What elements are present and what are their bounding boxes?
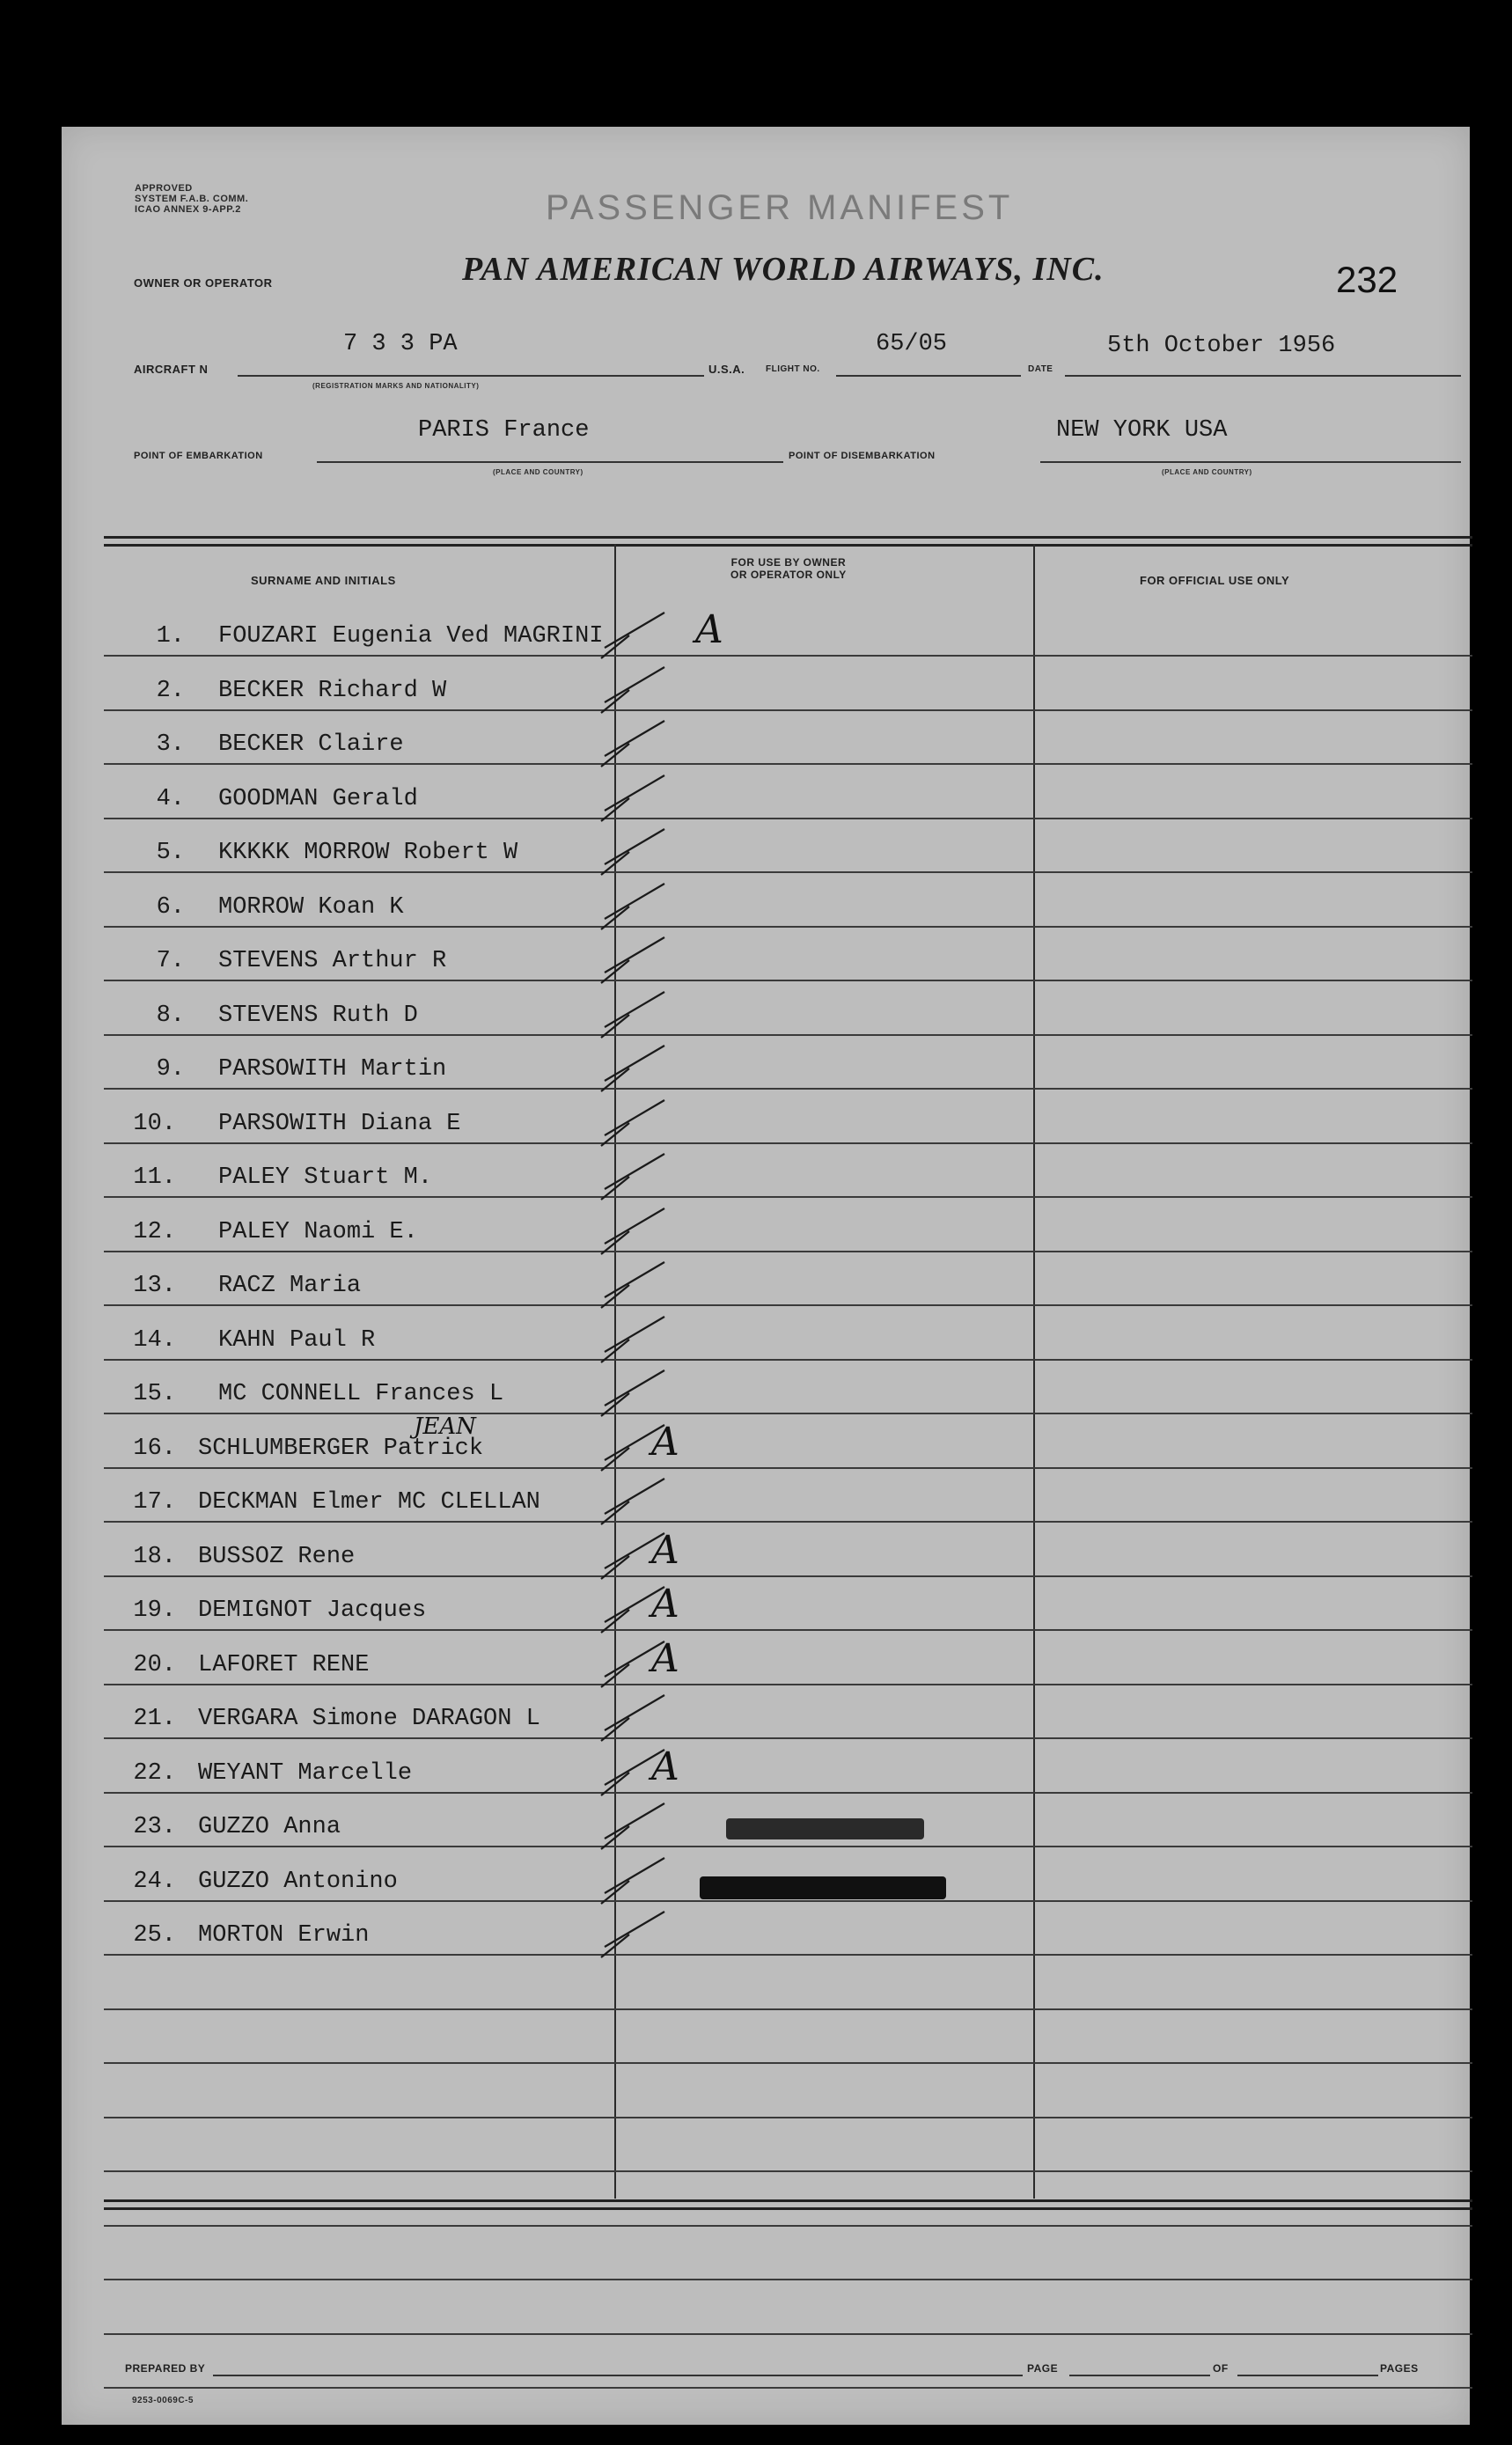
passenger-number: 18.	[133, 1543, 176, 1570]
handwritten-mark: A	[651, 1744, 679, 1789]
row-rule	[104, 1846, 1472, 1847]
prepared-by-label: PREPARED BY	[125, 2362, 206, 2375]
row-rule	[104, 2008, 1472, 2010]
col-header-owner-use-line1: FOR USE BY OWNER	[730, 556, 847, 569]
col-header-official: FOR OFFICIAL USE ONLY	[1140, 574, 1290, 587]
page-number: 232	[1336, 259, 1398, 300]
checkmark-icon	[594, 880, 691, 933]
column-divider-2	[1033, 544, 1035, 2199]
row-rule	[104, 2225, 1472, 2227]
row-rule	[104, 1413, 1472, 1414]
aircraft-value: 7 3 3 PA	[343, 331, 458, 357]
passenger-name: WEYANT Marcelle	[198, 1759, 413, 1787]
row-rule	[104, 926, 1472, 928]
disembark-underline	[1040, 461, 1461, 463]
embark-sublabel: (PLACE AND COUNTRY)	[493, 468, 584, 476]
passenger-name: MORROW Koan K	[218, 893, 404, 921]
passenger-name: GUZZO Anna	[198, 1814, 341, 1840]
of-underline	[1237, 2375, 1378, 2376]
checkmark-icon	[594, 772, 691, 825]
checkmark-icon	[594, 934, 691, 987]
checkmark-icon	[594, 988, 691, 1041]
passenger-number: 22.	[133, 1759, 176, 1787]
manifest-paper	[62, 127, 1470, 2425]
flight-underline	[836, 375, 1021, 377]
checkmark-icon	[594, 1367, 691, 1420]
form-title: PASSENGER MANIFEST	[546, 188, 1014, 227]
checkmark-icon	[594, 664, 691, 716]
checkmark-icon	[594, 1313, 691, 1366]
row-rule	[104, 871, 1472, 873]
checkmark-icon	[594, 1205, 691, 1258]
passenger-number: 9.	[156, 1056, 185, 1083]
row-rule	[104, 763, 1472, 765]
passenger-name: VERGARA Simone DARAGON L	[198, 1706, 540, 1732]
passenger-number: 15.	[133, 1381, 176, 1407]
page-underline	[1069, 2375, 1210, 2376]
checkmark-icon	[594, 1150, 691, 1203]
row-rule	[104, 1792, 1472, 1794]
row-rule	[104, 1954, 1472, 1956]
of-label: OF	[1213, 2362, 1229, 2375]
checkmark-icon	[594, 826, 691, 878]
passenger-name: PARSOWITH Martin	[218, 1056, 447, 1083]
row-rule	[104, 1467, 1472, 1469]
passenger-number: 17.	[133, 1489, 176, 1516]
row-rule	[104, 2279, 1472, 2280]
passenger-number: 8.	[156, 1002, 185, 1029]
row-rule	[104, 1575, 1472, 1577]
row-rule	[104, 2387, 1472, 2389]
checkmark-icon	[594, 1097, 691, 1149]
passenger-number: 25.	[133, 1922, 176, 1949]
passenger-number: 11.	[133, 1164, 176, 1191]
passenger-number: 20.	[133, 1651, 176, 1678]
disembark-sublabel: (PLACE AND COUNTRY)	[1162, 468, 1252, 476]
row-rule	[104, 1196, 1472, 1198]
passenger-number: 21.	[133, 1706, 176, 1732]
col-header-surname: SURNAME AND INITIALS	[251, 574, 396, 587]
flight-label: FLIGHT NO.	[766, 364, 820, 374]
handwritten-insert: JEAN	[414, 1413, 476, 1440]
handwritten-mark: A	[651, 1635, 679, 1681]
passenger-number: 3.	[156, 731, 185, 758]
approved-block	[135, 183, 248, 215]
row-rule	[104, 1629, 1472, 1631]
passenger-name: GUZZO Antonino	[198, 1868, 398, 1895]
passenger-number: 14.	[133, 1326, 176, 1354]
passenger-name: BECKER Richard W	[218, 677, 447, 704]
checkmark-icon	[594, 1042, 691, 1095]
passenger-number: 19.	[133, 1597, 176, 1624]
aircraft-sublabel: (REGISTRATION MARKS AND NATIONALITY)	[312, 382, 480, 390]
passenger-name: PALEY Stuart M.	[218, 1164, 433, 1191]
checkmark-icon	[594, 717, 691, 770]
row-rule	[104, 1737, 1472, 1739]
page-label: PAGE	[1027, 2362, 1059, 2375]
row-rule	[104, 1142, 1472, 1144]
checkmark-icon	[594, 1475, 691, 1528]
passenger-name: PARSOWITH Diana E	[218, 1110, 461, 1137]
flight-value: 65/05	[876, 331, 948, 357]
passenger-number: 4.	[156, 785, 185, 812]
passenger-name: KKKKK MORROW Robert W	[218, 840, 518, 866]
checkmark-icon	[594, 1800, 691, 1853]
handwritten-mark: A	[651, 1582, 679, 1626]
row-rule	[104, 709, 1472, 711]
passenger-name: KAHN Paul R	[218, 1326, 376, 1354]
passenger-name: STEVENS Arthur R	[218, 948, 447, 974]
handwritten-mark: A	[695, 607, 723, 652]
passenger-name: FOUZARI Eugenia Ved MAGRINI	[218, 623, 604, 650]
aircraft-underline	[238, 375, 704, 377]
approved-line: SYSTEM F.A.B. COMM.	[135, 194, 249, 204]
row-rule	[104, 1034, 1472, 1036]
row-rule	[104, 2333, 1472, 2335]
date-value: 5th October 1956	[1107, 333, 1336, 359]
passenger-number: 6.	[156, 893, 185, 921]
passenger-number: 2.	[156, 677, 185, 704]
passenger-name: BECKER Claire	[218, 731, 404, 758]
handwritten-mark: A	[651, 1419, 679, 1465]
owner-label: OWNER OR OPERATOR	[134, 276, 273, 290]
embark-value: PARIS France	[418, 417, 590, 444]
col-header-owner-use-line2: OR OPERATOR ONLY	[730, 569, 847, 581]
pages-label: PAGES	[1380, 2362, 1419, 2375]
embark-underline	[317, 461, 783, 463]
passenger-name: STEVENS Ruth D	[218, 1002, 418, 1029]
date-underline	[1065, 375, 1461, 377]
table-bottom-rule	[104, 2199, 1472, 2210]
disembark-label: POINT OF DISEMBARKATION	[789, 451, 936, 461]
approved-line: ICAO ANNEX 9-APP.2	[135, 204, 241, 215]
disembark-value: NEW YORK USA	[1056, 417, 1228, 444]
table-top-rule	[104, 536, 1472, 547]
passenger-number: 23.	[133, 1814, 176, 1840]
passenger-number: 7.	[156, 948, 185, 974]
row-rule	[104, 1088, 1472, 1090]
passenger-name: SCHLUMBERGER Patrick	[198, 1435, 484, 1462]
aircraft-label: AIRCRAFT N	[134, 363, 209, 376]
row-rule	[104, 1304, 1472, 1306]
row-rule	[104, 980, 1472, 981]
passenger-name: BUSSOZ Rene	[198, 1543, 356, 1570]
checkmark-icon	[594, 609, 691, 662]
checkmark-icon	[594, 1259, 691, 1311]
passenger-name: DECKMAN Elmer MC CLELLAN	[198, 1489, 540, 1516]
row-rule	[104, 1359, 1472, 1361]
row-rule	[104, 1684, 1472, 1685]
checkmark-icon	[594, 1908, 691, 1961]
date-label: DATE	[1028, 364, 1053, 374]
checkmark-icon	[594, 1854, 691, 1907]
operator-name: PAN AMERICAN WORLD AIRWAYS, INC.	[462, 251, 1105, 288]
usa-label: U.S.A.	[708, 363, 745, 376]
passenger-name: MORTON Erwin	[198, 1922, 370, 1949]
passenger-name: PALEY Naomi E.	[218, 1218, 418, 1245]
row-rule	[104, 1251, 1472, 1252]
passenger-number: 24.	[133, 1868, 176, 1895]
redaction-mark	[726, 1818, 924, 1839]
passenger-number: 1.	[156, 623, 185, 650]
passenger-number: 13.	[133, 1273, 176, 1299]
form-number: 9253-0069C-5	[132, 2396, 194, 2405]
passenger-number: 12.	[133, 1218, 176, 1245]
embark-label: POINT OF EMBARKATION	[134, 451, 263, 461]
passenger-name: MC CONNELL Frances L	[218, 1381, 504, 1407]
row-rule	[104, 1521, 1472, 1523]
row-rule	[104, 818, 1472, 819]
prepared-by-underline	[213, 2375, 1023, 2376]
row-rule	[104, 2062, 1472, 2064]
row-rule	[104, 2117, 1472, 2118]
row-rule	[104, 655, 1472, 657]
redaction-mark	[700, 1876, 946, 1899]
passenger-number: 5.	[156, 840, 185, 866]
passenger-name: DEMIGNOT Jacques	[198, 1597, 427, 1624]
passenger-number: 16.	[133, 1435, 176, 1462]
passenger-name: RACZ Maria	[218, 1273, 362, 1299]
passenger-name: LAFORET RENE	[198, 1651, 370, 1678]
approved-line: APPROVED	[135, 183, 193, 194]
checkmark-icon	[594, 1692, 691, 1744]
row-rule	[104, 2170, 1472, 2172]
row-rule	[104, 1900, 1472, 1902]
passenger-number: 10.	[133, 1110, 176, 1137]
passenger-name: GOODMAN Gerald	[218, 785, 418, 812]
handwritten-mark: A	[651, 1527, 679, 1573]
col-header-owner-use	[730, 556, 847, 581]
